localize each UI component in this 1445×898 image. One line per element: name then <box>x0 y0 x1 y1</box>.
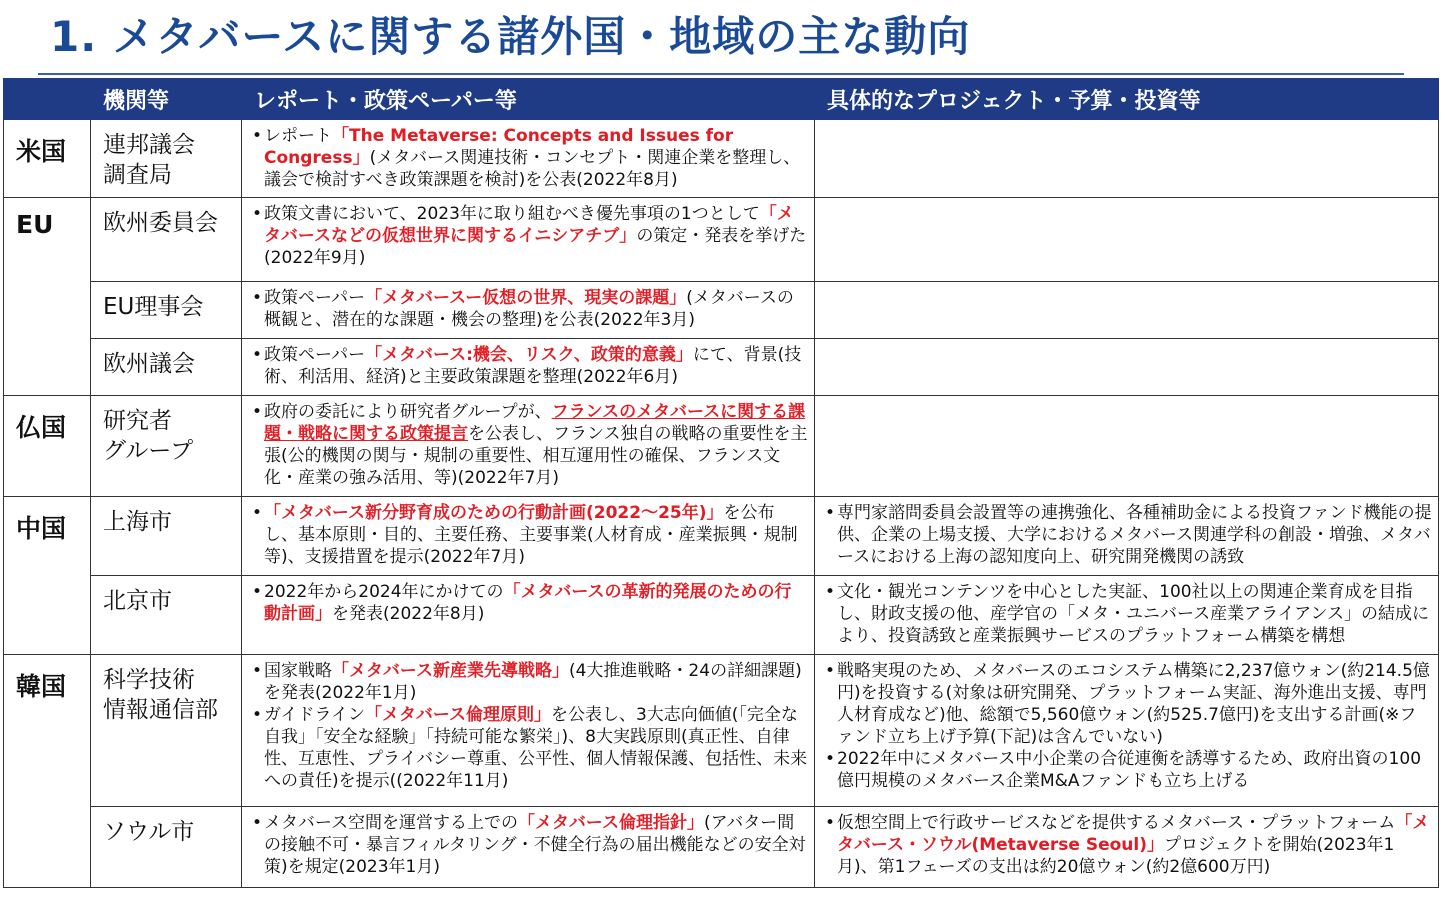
report-bullet <box>250 812 808 878</box>
plain-text: 政策文書において、2023年に取り組むべき優先事項の1つとして <box>264 204 760 224</box>
country-cell: 韓国 <box>4 655 91 888</box>
country-cell: 仏国 <box>4 396 91 497</box>
country-cell: 中国 <box>4 497 91 655</box>
plain-text: を公布し、基本原則・目的、主要任務、主要事業(人材育成・産業振興・規制等)、支援措置を提示(2022年7月) <box>264 503 798 567</box>
report-text <box>264 812 808 878</box>
agency-cell: 欧州議会 <box>91 339 242 396</box>
country-cell: 米国 <box>4 120 91 198</box>
bullet-dot: • <box>251 813 263 833</box>
highlight-title: 「メタバース新産業先導戦略」 <box>332 661 569 681</box>
report-bullet <box>250 502 808 568</box>
project-bullet <box>823 812 1432 878</box>
agency-cell: 上海市 <box>91 497 242 576</box>
agency-cell: 連邦議会 調査局 <box>91 120 242 198</box>
report-text <box>264 502 808 568</box>
project-cell <box>815 339 1439 396</box>
highlight-title: 「メタバース倫理指針」 <box>517 813 704 833</box>
bullet-dot: • <box>251 126 263 146</box>
page-title: 1. メタバースに関する諸外国・地域の主な動向 <box>50 12 971 61</box>
agency-cell: EU理事会 <box>91 282 242 339</box>
highlight-title: 「メタバースの革新的発展のための行動計画」 <box>264 582 792 624</box>
highlight-title: 「メタバースなどの仮想世界に関するイニシアチブ」 <box>264 204 794 246</box>
bullet-dot: • <box>251 661 263 681</box>
project-cell <box>815 497 1439 576</box>
project-text: 文化・観光コンテンツを中心とした実証、100社以上の関連企業育成を目指し、財政支援の他、産学官の「メタ・ユニバース産業アライアンス」の結成により、投資誘致と産業振興サービスのプラットフォーム構築を構想 <box>837 582 1429 646</box>
table-row <box>4 396 1439 497</box>
table-row <box>4 120 1439 198</box>
header-project: 具体的なプロジェクト・予算・投資等 <box>815 79 1439 120</box>
project-cell <box>815 655 1439 807</box>
table-row <box>4 807 1439 888</box>
highlight-title: 「The Metaverse: Concepts and Issues for Congress」 <box>264 126 734 168</box>
project-cell <box>815 576 1439 655</box>
table-row <box>4 339 1439 396</box>
project-text: 戦略実現のため、メタバースのエコシステム構築に2,237億ウォン(約214.5億円)を投資する(対象は研究開発、プラットフォーム実証、海外進出支援、専門人材育成など)他、総額で5,560億ウォン(約525.7億円)を支出する計画(※ファンド立ち上げ予算(下記)は含んでいない) <box>837 661 1430 747</box>
report-cell <box>242 655 815 807</box>
table-header-row <box>4 79 1439 120</box>
bullet-dot: • <box>251 503 263 523</box>
bullet-dot: • <box>251 582 263 602</box>
plain-text: を発表(2022年8月) <box>332 604 485 624</box>
plain-text: 国家戦略 <box>264 661 332 681</box>
bullet-dot: • <box>251 288 263 308</box>
plain-text: メタバース空間を運営する上での <box>264 813 518 833</box>
plain-text: ガイドライン <box>264 705 365 725</box>
plain-text: を公表し、フランス独自の戦略の重要性を主張(公的機関の関与・規制の重要性、相互運用性の確保、フランス文化・産業の強み活用、等)(2022年7月) <box>264 424 808 488</box>
plain-text: プロジェクトを開始(2023年1月)、第1フェーズの支出は約20億ウォン(約2億600万円) <box>837 835 1395 877</box>
project-cell <box>815 807 1439 888</box>
report-bullet <box>250 287 808 331</box>
project-cell <box>815 120 1439 198</box>
report-text <box>264 704 808 792</box>
title-divider <box>38 73 1404 75</box>
report-text <box>264 344 808 388</box>
report-text <box>264 401 808 489</box>
project-bullet <box>823 660 1432 748</box>
highlight-title: 「メタバースー仮想の世界、現実の課題」 <box>365 288 687 308</box>
report-text <box>264 203 808 269</box>
table-row <box>4 655 1439 807</box>
report-cell <box>242 282 815 339</box>
plain-text: 政策ペーパー <box>264 345 366 365</box>
project-cell <box>815 396 1439 497</box>
report-bullet <box>250 344 808 388</box>
report-text <box>264 581 808 625</box>
report-bullet <box>250 660 808 704</box>
project-text: 2022年中にメタバース中小企業の合従連衡を誘導するため、政府出資の100億円規模のメタバース企業M&Aファンドも立ち上げる <box>837 749 1422 791</box>
project-bullet <box>823 581 1432 647</box>
policy-table <box>3 78 1439 888</box>
report-text <box>264 287 808 331</box>
project-cell <box>815 282 1439 339</box>
bullet-dot: • <box>251 204 263 224</box>
header-country <box>4 79 91 120</box>
header-report: レポート・政策ペーパー等 <box>242 79 815 120</box>
report-cell <box>242 497 815 576</box>
plain-text: 政府の委託により研究者グループが、 <box>264 402 552 422</box>
report-cell <box>242 396 815 497</box>
country-cell: EU <box>4 198 91 396</box>
plain-text: (メタバースの概観と、潜在的な課題・機会の整理)を公表(2022年3月) <box>264 288 794 330</box>
report-cell <box>242 120 815 198</box>
table-row <box>4 198 1439 282</box>
bullet-dot: • <box>824 661 836 681</box>
agency-cell: ソウル市 <box>91 807 242 888</box>
highlight-title: フランスのメタバースに関する課題・戦略に関する政策提言 <box>264 402 806 444</box>
project-text: 専門家諮問委員会設置等の連携強化、各種補助金による投資ファンド機能の提供、企業の上場支援、大学におけるメタバース関連学科の創設・増強、メタバースにおける上海の認知度向上、研究開発機関の誘致 <box>837 503 1432 567</box>
highlight-title: 「メタバース倫理原則」 <box>364 705 551 725</box>
agency-cell: 北京市 <box>91 576 242 655</box>
report-bullet <box>250 203 808 269</box>
plain-text: (4大推進戦略・24の詳細課題)を発表(2022年1月) <box>264 661 802 703</box>
report-cell <box>242 576 815 655</box>
header-agency: 機関等 <box>91 79 242 120</box>
report-bullet <box>250 401 808 489</box>
project-cell <box>815 198 1439 282</box>
project-bullet <box>823 748 1432 792</box>
agency-cell: 研究者 グループ <box>91 396 242 497</box>
plain-text: を公表し、3大志向価値(「完全な自我」「安全な経験」「持続可能な繁栄」)、8大実践原則(真正性、自律性、互恵性、プライバシー尊重、公平性、個人情報保護、包括性、未来への責任)を提示((2022年11月) <box>264 705 808 791</box>
plain-text: の策定・発表を挙げた(2022年9月) <box>264 226 807 268</box>
bullet-dot: • <box>251 402 263 422</box>
report-bullet <box>250 581 808 625</box>
plain-text: (アバター間の接触不可・暴言フィルタリング・不健全行為の届出機能などの安全対策)を規定(2023年1月) <box>264 813 806 877</box>
highlight-title: 「メタバース新分野育成のための行動計画(2022～25年)」 <box>264 503 724 523</box>
bullet-dot: • <box>824 813 836 833</box>
plain-text: にて、背景(技術、利活用、経済)と主要政策課題を整理(2022年6月) <box>264 345 802 387</box>
plain-text: 仮想空間上で行政サービスなどを提供するメタバース・プラットフォーム <box>837 813 1396 833</box>
report-cell <box>242 807 815 888</box>
table-row <box>4 282 1439 339</box>
bullet-dot: • <box>824 749 836 769</box>
project-bullet <box>823 502 1432 568</box>
report-text <box>264 125 808 191</box>
bullet-dot: • <box>824 582 836 602</box>
agency-cell: 科学技術 情報通信部 <box>91 655 242 807</box>
bullet-dot: • <box>824 503 836 523</box>
highlight-title: 「メタバース・ソウル(Metaverse Seoul)」 <box>837 813 1430 855</box>
plain-text: 2022年から2024年にかけての <box>264 582 504 602</box>
project-text <box>837 812 1432 878</box>
plain-text: (メタバース関連技術・コンセプト・関連企業を整理し、議会で検討すべき政策課題を検討)を公表(2022年8月) <box>264 148 801 190</box>
table-row <box>4 576 1439 655</box>
agency-cell: 欧州委員会 <box>91 198 242 282</box>
report-cell <box>242 339 815 396</box>
report-text <box>264 660 808 704</box>
report-bullet <box>250 125 808 191</box>
report-cell <box>242 198 815 282</box>
report-bullet <box>250 704 808 792</box>
plain-text: 政策ペーパー <box>264 288 366 308</box>
bullet-dot: • <box>251 705 263 725</box>
highlight-title: 「メタバース:機会、リスク、政策的意義」 <box>365 345 693 365</box>
bullet-dot: • <box>251 345 263 365</box>
plain-text: レポート <box>264 126 332 146</box>
table-row <box>4 497 1439 576</box>
